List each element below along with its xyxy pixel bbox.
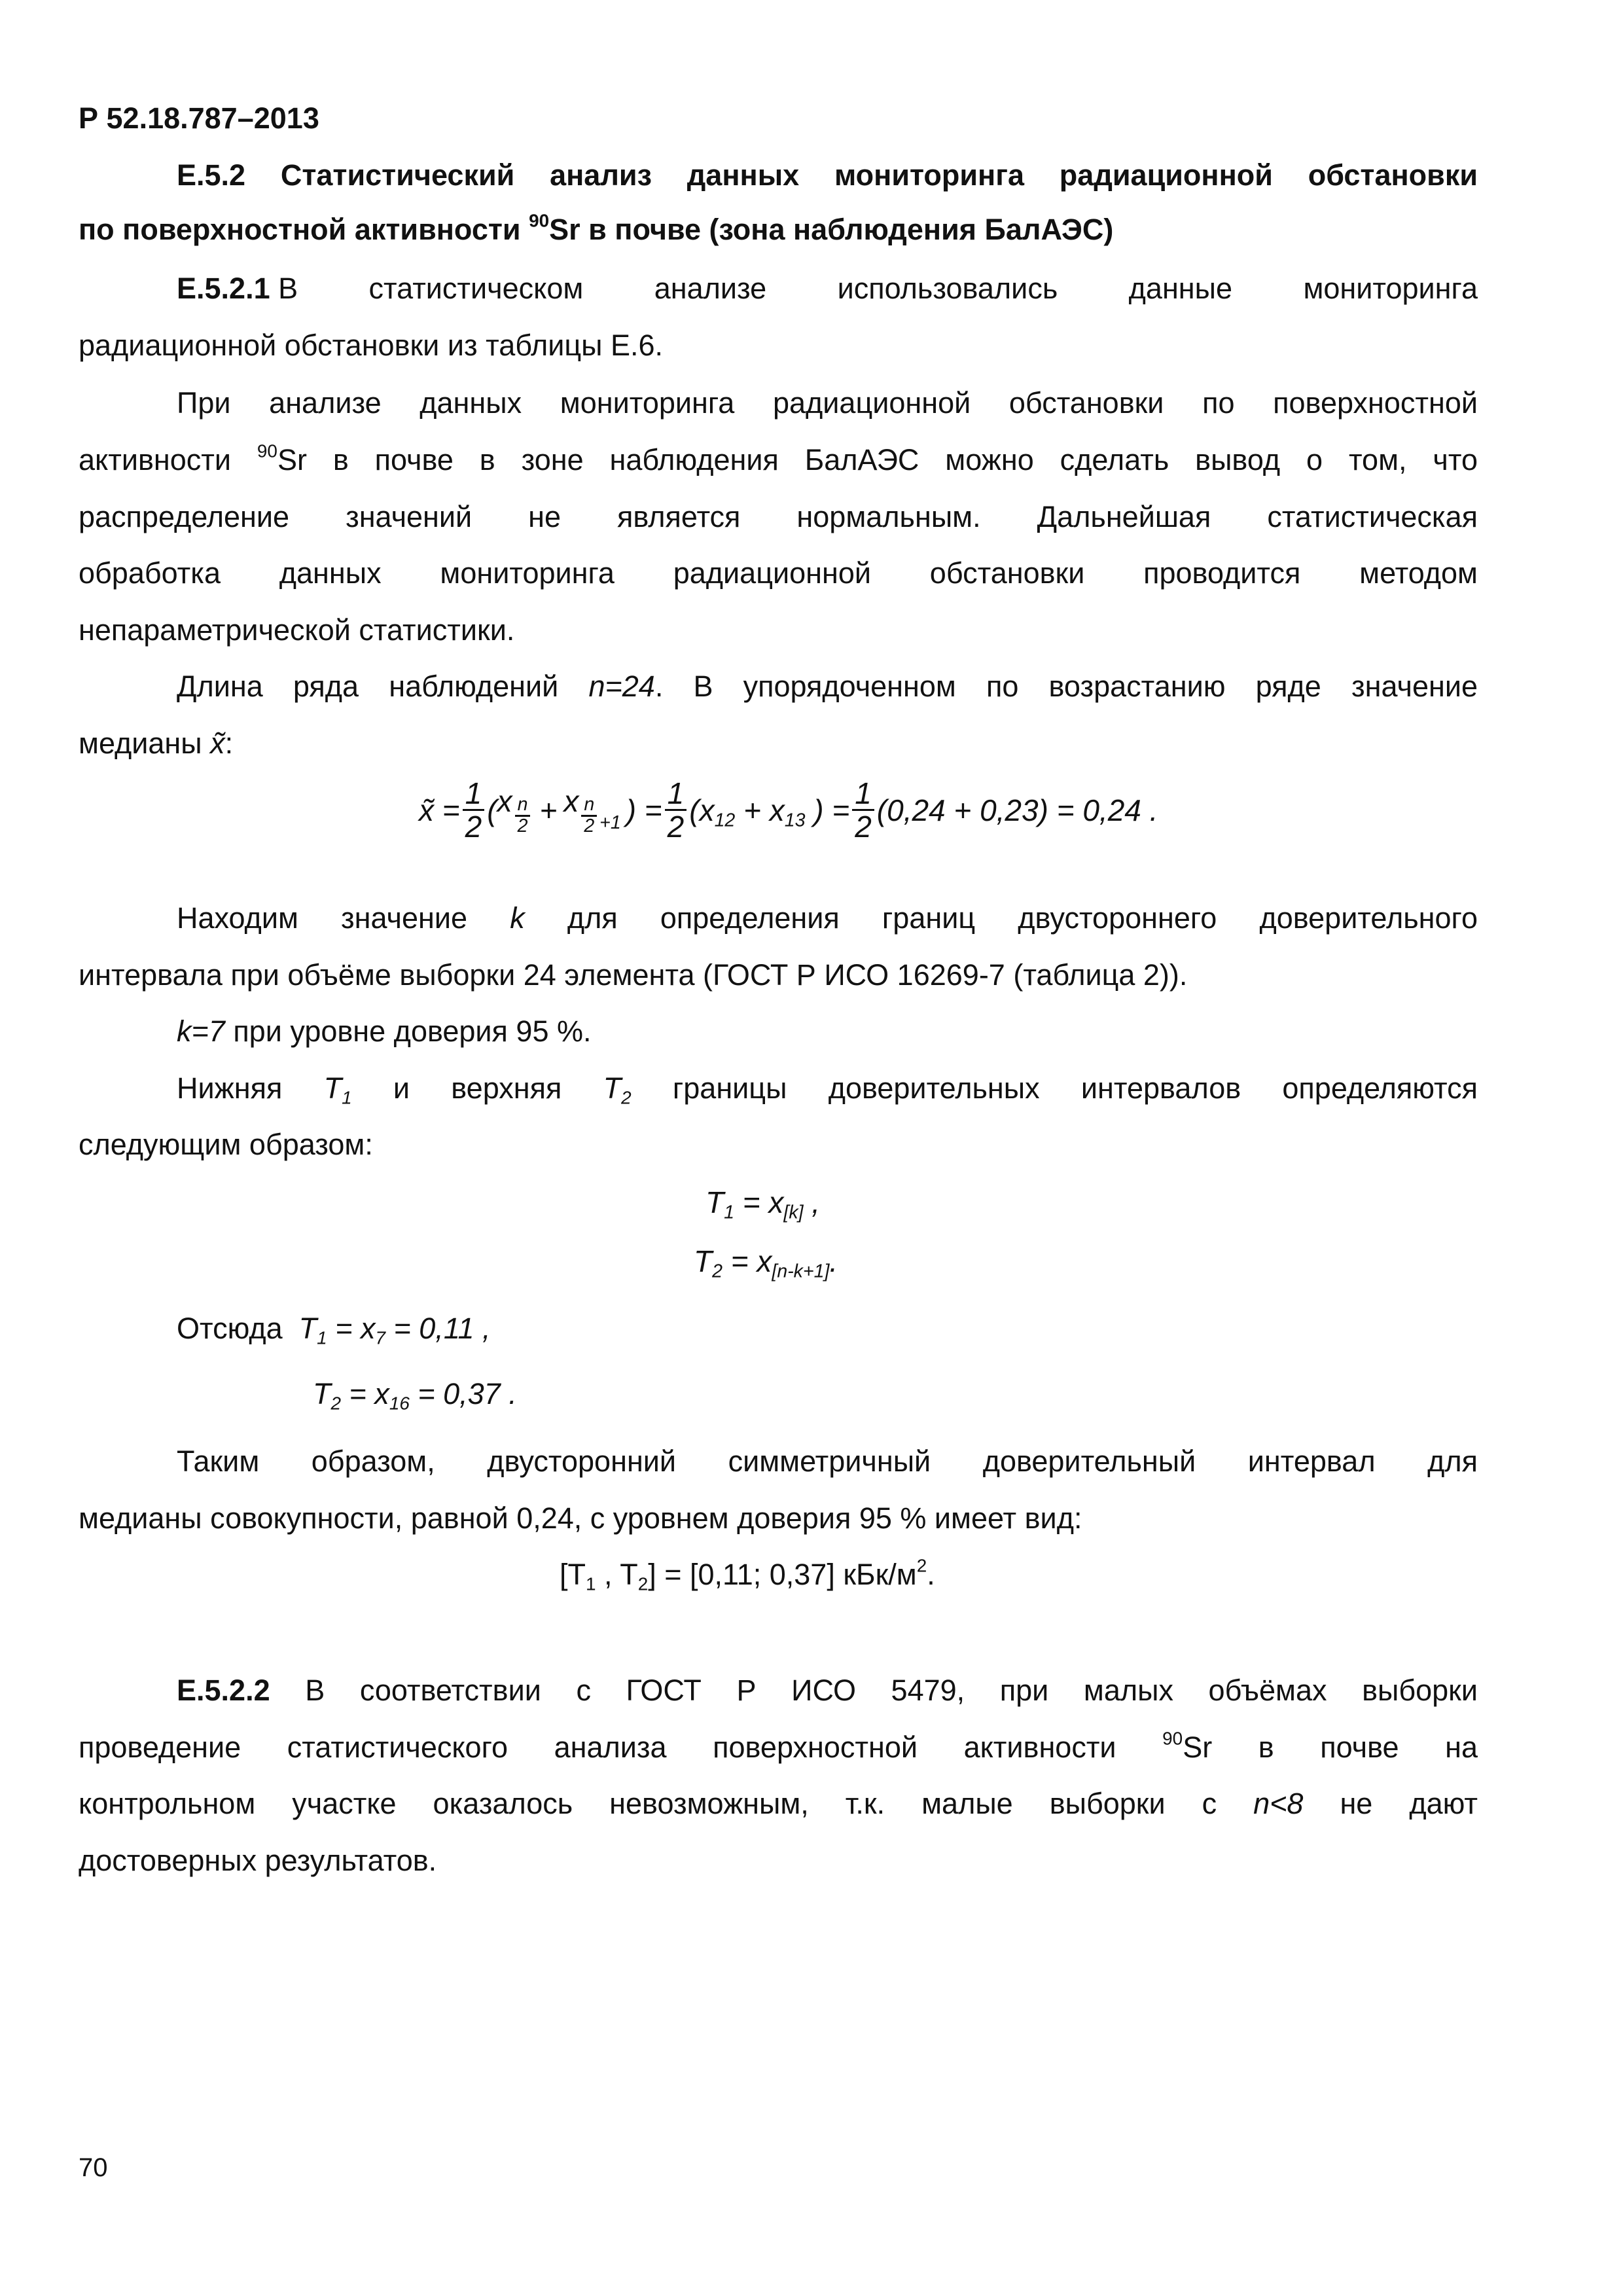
paragraph-median-line2: медианы x̃: [79,726,234,760]
page-number: 70 [79,2153,108,2182]
subsection-521-number: Е.5.2.1 [177,272,270,305]
document-id: Р 52.18.787–2013 [79,101,319,135]
paragraph-k-line2: интервала при объёме выборки 24 элемента (ГОСТ Р ИСО 16269-7 (таблица 2)). [79,958,1188,992]
paragraph-interval-line2: медианы совокупности, равной 0,24, с уровнем доверия 95 % имеет вид: [79,1501,1082,1535]
section-heading-line1: Е.5.2 Статистический анализ данных мониторинга радиационной обстановки [177,158,1478,192]
subsection-522-line3: контрольном участке оказалось невозможным, т.к. малые выборки с n<8 не дают [79,1787,1478,1820]
subsection-521-line2: радиационной обстановки из таблицы Е.6. [79,329,664,362]
paragraph-conclusion-line4: обработка данных мониторинга радиационной обстановки проводится методом [79,556,1478,590]
formula-t2: $T_2 = x_{[n-k+1]}$. [694,1244,838,1282]
paragraph-bounds-line2: следующим образом: [79,1128,373,1161]
paragraph-k-line1: Находим значение k для определения границ двустороннего доверительного [177,901,1478,935]
subsection-521-line1: Е.5.2.1 В статистическом анализе использовались данные мониторинга [177,272,1478,305]
section-heading-line2: по поверхностной активности $^{90}$Sr в почве (зона наблюдения БалАЭС) [79,210,1114,246]
paragraph-conclusion-line2: активности $^{90}$Sr в почве в зоне наблюдения БалАЭС можно сделать вывод о том, что [79,440,1478,476]
hence-t2: $T_2 = x_{16} = 0,37$ . [313,1377,517,1414]
paragraph-median-line1: Длина ряда наблюдений n=24. В упорядоченном по возрастанию ряде значение [177,670,1478,703]
hence-t1: Отсюда $T_1 = x_7 = 0,11$ , [177,1312,491,1348]
confidence-interval-result: [$T_1$ , $T_2] = [0,11$; 0,37] кБк/$м^2$. [560,1555,935,1594]
subsection-522-line2: проведение статистического анализа поверхностной активности $^{90}$Sr в почве на [79,1728,1478,1764]
paragraph-conclusion-line5: непараметрической статистики. [79,613,515,647]
paragraph-k-value: k=7 при уровне доверия 95 %. [177,1014,592,1048]
paragraph-interval-line1: Таким образом, двусторонний симметричный доверительный интервал для [177,1444,1478,1478]
subsection-522-line4: достоверных результатов. [79,1844,437,1877]
subsection-522-line1: Е.5.2.2 В соответствии с ГОСТ Р ИСО 5479, при малых объёмах выборки [177,1674,1478,1707]
paragraph-conclusion-line3: распределение значений не является нормальным. Дальнейшая статистическая [79,500,1478,533]
paragraph-bounds-line1: Нижняя $T_1$ и верхняя $T_2$ границы доверительных интервалов определяются [177,1071,1478,1108]
paragraph-conclusion-line1: При анализе данных мониторинга радиационной обстановки по поверхностной [177,386,1478,420]
formula-t1: $T_1 = x_{[k]}$ , [705,1185,821,1223]
median-formula: x̃ = $\frac{1}{2}$ ( x $\frac{n}{2}$ + x $\frac{n}{2}$ +1 ) = $\frac{1}{2}$ ($x_{12} + x_{13}$ ) = $\frac{1}{2}$ (0,24 + 0,23) = 0,24 . [419,776,1158,844]
subsection-522-number: Е.5.2.2 [177,1674,270,1707]
